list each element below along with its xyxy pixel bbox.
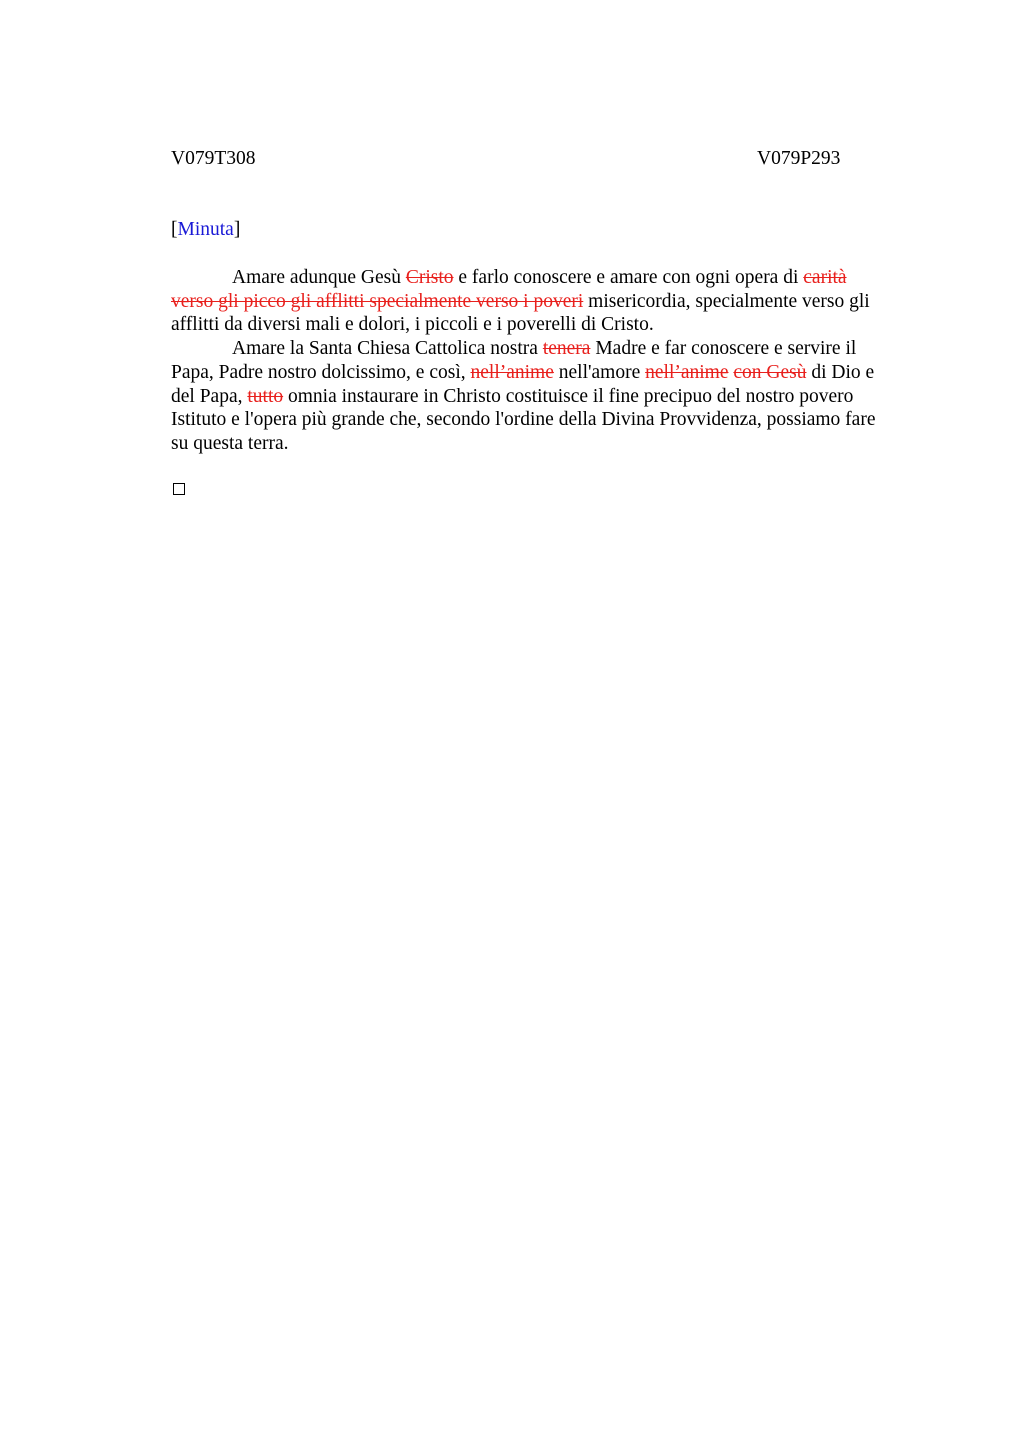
deleted-text: carità [803,267,847,288]
document-code: V079T308 [171,148,256,169]
close-bracket: ] [233,219,241,240]
minuta-link[interactable]: Minuta [177,219,234,240]
end-marker-square-icon [173,483,185,495]
text-run: Madre e far conoscere e servire il [590,338,857,360]
text-run: Amare la Santa Chiesa Cattolica nostra [232,338,543,360]
deleted-text: nell’anime [470,361,554,383]
deleted-text: con Gesù [733,361,807,383]
text-run: Amare adunque Gesù [232,267,406,288]
document-body [171,266,921,456]
page-code: V079P293 [757,148,841,169]
paragraph-2-line-5: su questa terra. [171,432,289,454]
paragraph-1-line-1 [171,266,921,290]
paragraph-1-line-3: afflitti da diversi mali e dolori, i piccoli e i poverelli di Cristo. [171,314,654,336]
deleted-text: Cristo [405,267,454,288]
text-run: nell'amore [553,361,646,383]
deleted-text: tenera [542,338,591,360]
deleted-text: nell’anime [645,361,729,383]
text-run: del Papa, [171,385,248,407]
text-run: e farlo conoscere e amare con ogni opera di [453,267,804,288]
paragraph-2-line-2 [171,361,921,385]
paragraph-2-line-1 [171,337,921,361]
text-run: misericordia, specialmente verso gli [583,290,870,312]
deleted-text: verso gli picco gli afflitti specialmente verso i poveri [171,290,584,312]
paragraph-2-line-3 [171,385,921,409]
text-run: Papa, Padre nostro dolcissimo, e così, [171,361,471,383]
text-run: di Dio e [806,361,875,383]
text-run: omnia instaurare in Christo costituisce il fine precipuo del nostro povero [283,385,854,407]
document-type-note [171,218,240,242]
open-bracket: [ [171,219,178,240]
deleted-text: tutto [247,385,284,407]
paragraph-2-line-4: Istituto e l'opera più grande che, secondo l'ordine della Divina Provvidenza, possiamo fare [171,409,876,431]
paragraph-1-line-2 [171,290,921,314]
